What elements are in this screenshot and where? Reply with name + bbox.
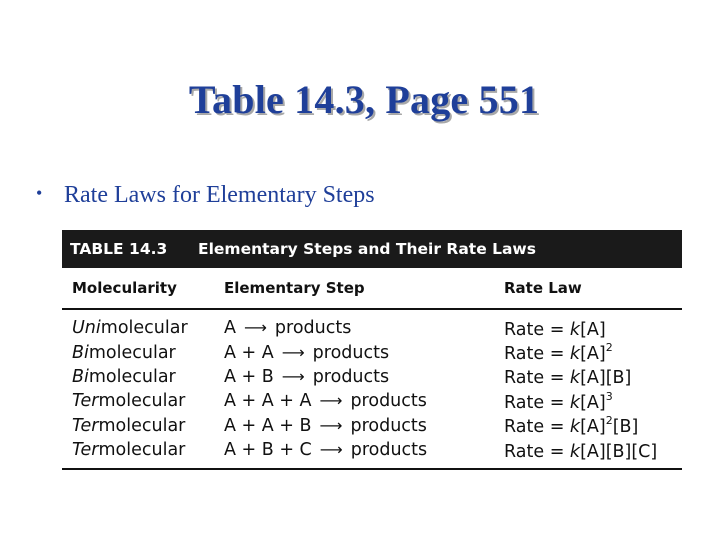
column-header-elementary-step: Elementary Step [224, 279, 365, 297]
table-id: TABLE 14.3 [70, 240, 168, 258]
table-row [62, 438, 682, 462]
rate-concentration: [A] [580, 417, 606, 438]
molecularity-suffix: molecular [98, 391, 186, 412]
rate-constant: k [569, 319, 581, 340]
rate-exponent: 3 [605, 389, 613, 403]
rate-concentration-extra: [B] [612, 417, 639, 438]
rate-constant: k [569, 417, 581, 438]
molecularity-prefix: Uni [72, 318, 101, 339]
molecularity-suffix: molecular [100, 318, 188, 339]
products-label: products [350, 415, 427, 436]
reactants: A + B [224, 366, 274, 387]
rate-prefix: Rate = [504, 319, 570, 340]
rate-concentration: [A] [580, 392, 606, 413]
molecularity-prefix: Bi [72, 366, 89, 387]
products-label: products [274, 318, 352, 339]
rate-concentration: [A][B][C] [580, 441, 658, 462]
rate-law-cell [504, 341, 682, 364]
rate-constant: k [569, 368, 581, 389]
elementary-step-cell [224, 440, 504, 460]
molecularity-prefix: Ter [72, 391, 99, 412]
bottom-rule [62, 468, 682, 470]
rate-law-cell [504, 439, 682, 462]
bullet-item [36, 182, 375, 209]
products-label: products [312, 366, 390, 387]
molecularity-suffix: molecular [88, 366, 176, 387]
reaction-arrow-icon: ⟶ [243, 318, 267, 338]
reactants: A + A + A [224, 391, 312, 412]
rate-prefix: Rate = [504, 392, 570, 413]
bullet-dot: • [36, 183, 43, 203]
reactants: A + A [224, 342, 274, 363]
rate-prefix: Rate = [504, 344, 570, 365]
rate-concentration: [A] [580, 344, 606, 365]
slide-title: Table 14.3, Page 551 [188, 77, 540, 122]
rate-exponent: 2 [605, 414, 613, 428]
products-label: products [350, 391, 427, 412]
elementary-step-cell [224, 343, 504, 363]
reactants: A + A + B [224, 415, 312, 436]
rate-prefix: Rate = [504, 441, 570, 462]
molecularity-suffix: molecular [98, 440, 186, 461]
products-label: products [312, 342, 390, 363]
elementary-step-cell [224, 318, 504, 338]
molecularity-cell [62, 343, 224, 363]
rate-law-cell [504, 414, 682, 437]
reaction-arrow-icon: ⟶ [319, 440, 343, 460]
table-header-bar [62, 230, 682, 268]
reaction-arrow-icon: ⟶ [281, 366, 305, 386]
bullet-text: Rate Laws for Elementary Steps [64, 182, 375, 208]
rate-concentration: [A] [580, 319, 606, 340]
table-row [62, 365, 682, 389]
reactants: A + B + C [224, 440, 312, 461]
rate-constant: k [569, 441, 581, 462]
elementary-step-cell [224, 367, 504, 387]
reaction-arrow-icon: ⟶ [281, 342, 305, 362]
reaction-arrow-icon: ⟶ [319, 415, 343, 435]
molecularity-cell [62, 367, 224, 387]
table-body [62, 310, 682, 462]
molecularity-prefix: Ter [72, 440, 99, 461]
molecularity-cell [62, 416, 224, 436]
rate-prefix: Rate = [504, 368, 570, 389]
table-caption: Elementary Steps and Their Rate Laws [198, 240, 536, 258]
rate-law-table [62, 230, 682, 470]
elementary-step-cell [224, 416, 504, 436]
rate-law-cell [504, 317, 682, 340]
rate-law-cell [504, 390, 682, 413]
molecularity-cell [62, 440, 224, 460]
elementary-step-cell [224, 391, 504, 411]
molecularity-suffix: molecular [88, 342, 176, 363]
rate-concentration: [A][B] [580, 368, 632, 389]
molecularity-cell [62, 318, 224, 338]
table-row [62, 414, 682, 438]
molecularity-suffix: molecular [98, 415, 186, 436]
column-headers [62, 268, 682, 308]
products-label: products [350, 440, 428, 461]
molecularity-cell [62, 391, 224, 411]
column-header-rate-law: Rate Law [504, 279, 582, 297]
rate-constant: k [569, 344, 581, 365]
reaction-arrow-icon: ⟶ [319, 391, 343, 411]
reactants: A [224, 318, 236, 339]
rate-law-cell [504, 365, 682, 388]
rate-exponent: 2 [605, 341, 613, 355]
molecularity-prefix: Bi [72, 342, 89, 363]
table-row [62, 316, 682, 340]
table-row [62, 340, 682, 364]
rate-prefix: Rate = [504, 417, 570, 438]
rate-constant: k [569, 392, 581, 413]
table-row [62, 389, 682, 413]
column-header-molecularity: Molecularity [72, 279, 177, 297]
molecularity-prefix: Ter [72, 415, 99, 436]
